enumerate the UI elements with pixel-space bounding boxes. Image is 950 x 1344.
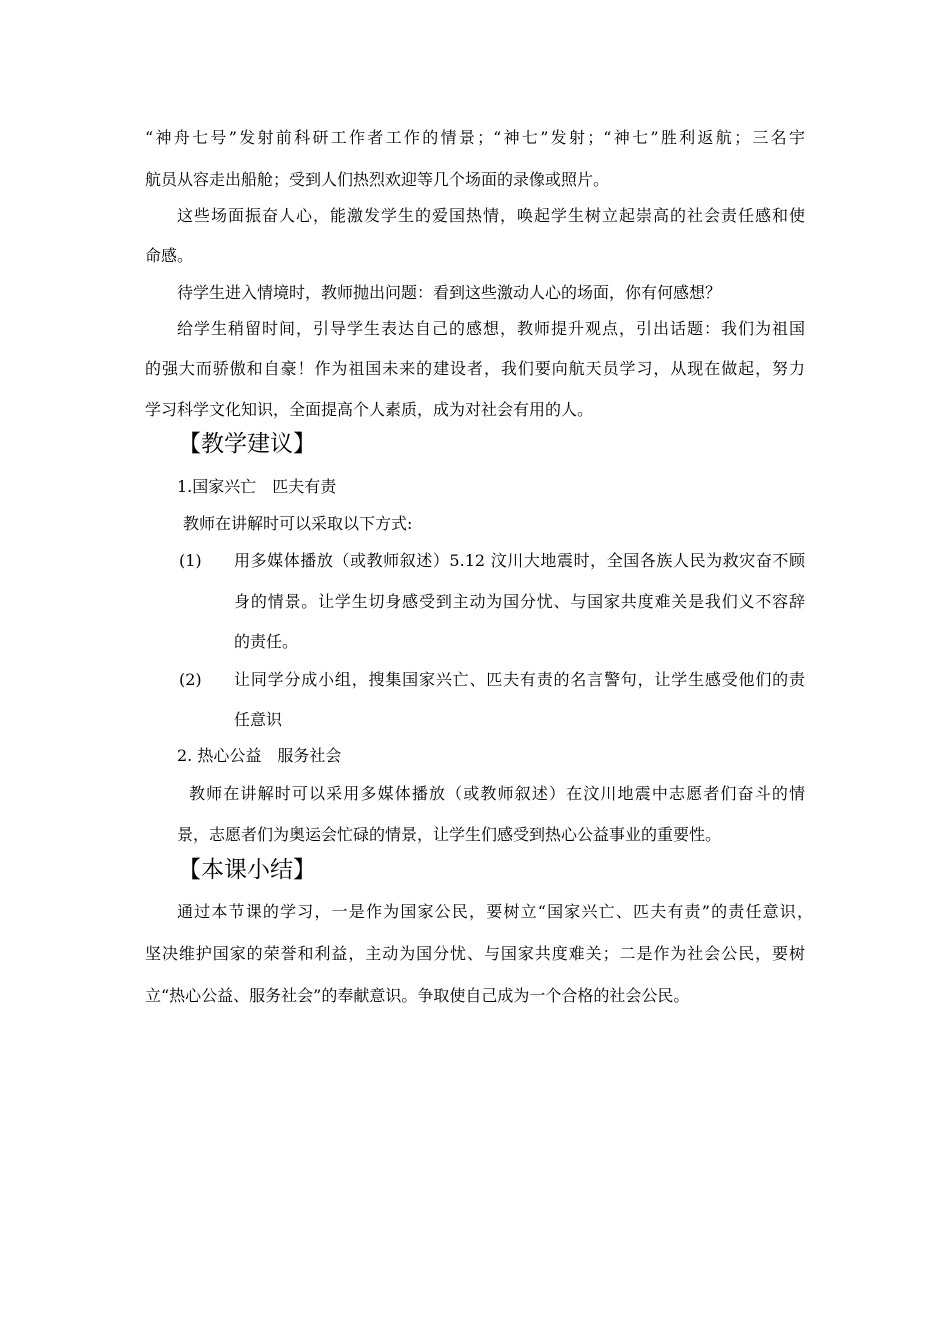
summary-line-3: 立“热心公益、服务社会”的奉献意识。争取使自己成为一个合格的社会公民。 bbox=[145, 986, 690, 1005]
teaching-sub1-intro: 教师在讲解时可以采取以下方式: bbox=[183, 514, 413, 533]
list-item-2-line-2: 任意识 bbox=[234, 710, 283, 729]
teaching-sub2: 2. 热心公益 服务社会 bbox=[177, 746, 342, 765]
intro-line-5: 待学生进入情境时，教师抛出问题：看到这些激动人心的场面，你有何感想？ bbox=[177, 283, 722, 302]
intro-line-2: 航员从容走出船舱；受到人们热烈欢迎等几个场面的录像或照片。 bbox=[145, 170, 610, 189]
list-item-1-line-2: 身的情景。让学生切身感受到主动为国分忧、与国家共度难关是我们义不容辞 bbox=[234, 592, 805, 611]
teaching-heading: 【教学建议】 bbox=[178, 431, 316, 457]
summary-line-2: 坚决维护国家的荣誉和利益，主动为国分忧、与国家共度难关；二是作为社会公民，要树 bbox=[145, 944, 805, 963]
list-item-1-line-1: 用多媒体播放（或教师叙述）5.12 汶川大地震时，全国各族人民为救灾奋不顾 bbox=[234, 551, 805, 570]
intro-line-3: 这些场面振奋人心，能激发学生的爱国热情，唤起学生树立起崇高的社会责任感和使 bbox=[177, 206, 805, 225]
list-item-1-line-3: 的责任。 bbox=[234, 632, 299, 651]
intro-line-4: 命感。 bbox=[145, 246, 194, 265]
list-item-2-number: (2) bbox=[179, 670, 202, 689]
summary-heading: 【本课小结】 bbox=[178, 857, 316, 883]
intro-line-1: “神舟七号”发射前科研工作者工作的情景；“神七”发射；“神七”胜利返航；三名宇 bbox=[145, 128, 805, 147]
list-item-2-line-1: 让同学分成小组，搜集国家兴亡、匹夫有责的名言警句，让学生感受他们的责 bbox=[234, 670, 805, 689]
intro-line-7: 的强大而骄傲和自豪！作为祖国未来的建设者，我们要向航天员学习，从现在做起，努力 bbox=[145, 359, 805, 378]
teaching-sub1: 1.国家兴亡 匹夫有责 bbox=[177, 477, 337, 496]
list-item-1-number: (1) bbox=[179, 551, 202, 570]
intro-line-8: 学习科学文化知识，全面提高个人素质，成为对社会有用的人。 bbox=[145, 400, 594, 419]
intro-line-6: 给学生稍留时间，引导学生表达自己的感想，教师提升观点，引出话题：我们为祖国 bbox=[177, 319, 805, 338]
teaching-sub2-line-2: 景，志愿者们为奥运会忙碌的情景，让学生们感受到热心公益事业的重要性。 bbox=[177, 825, 722, 844]
teaching-sub2-line-1: 教师在讲解时可以采用多媒体播放（或教师叙述）在汶川地震中志愿者们奋斗的情 bbox=[189, 784, 805, 803]
summary-line-1: 通过本节课的学习，一是作为国家公民，要树立“国家兴亡、匹夫有责”的责任意识， bbox=[177, 902, 813, 921]
